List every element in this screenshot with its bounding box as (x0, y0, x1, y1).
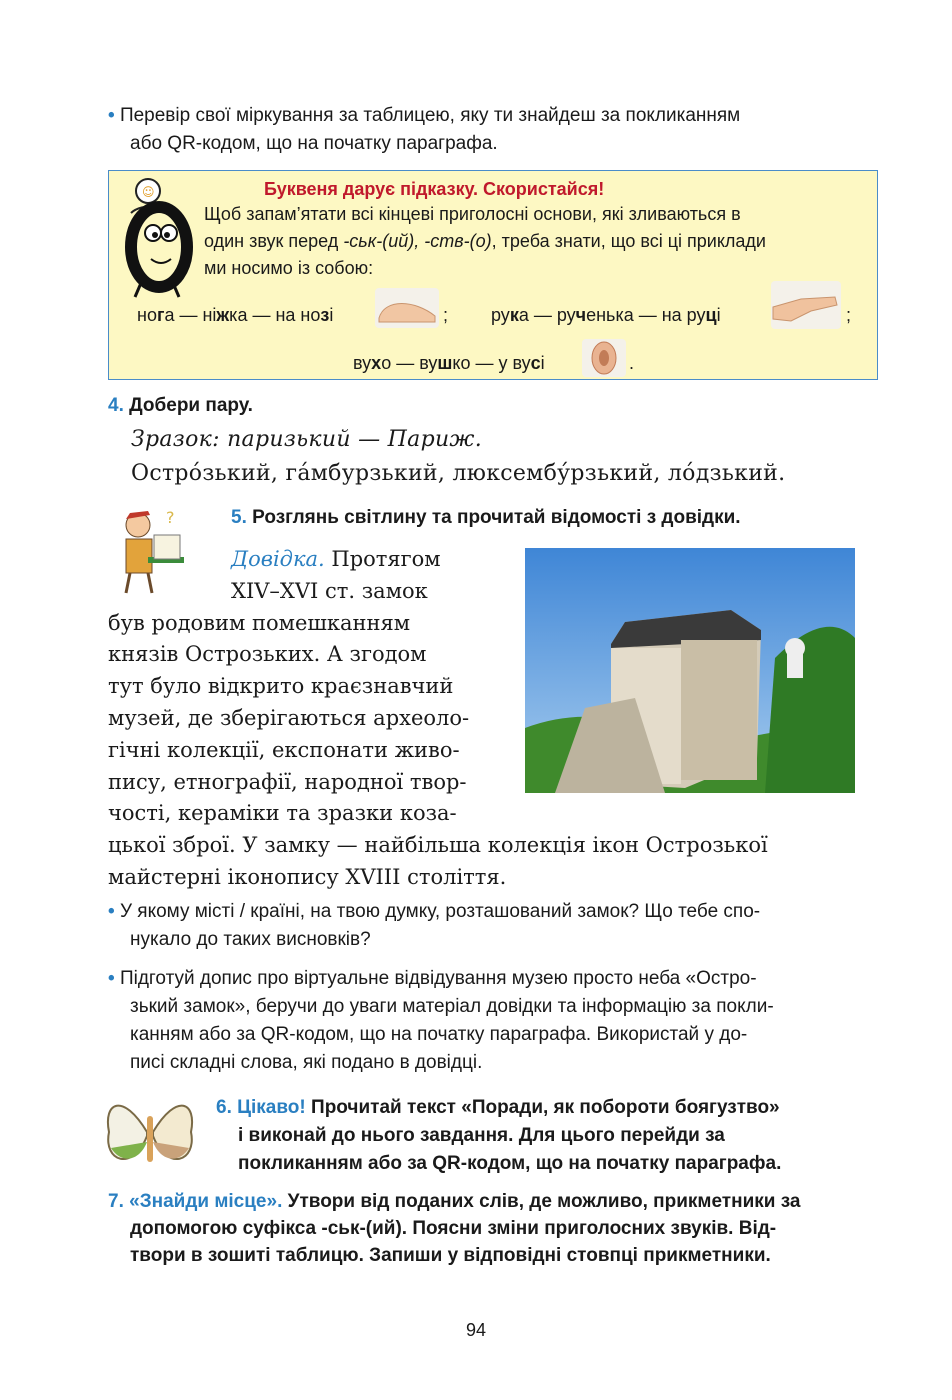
hint-example-leg: нога — ніжка — на нозі (137, 305, 334, 325)
mascot-letter-o-illustration (111, 173, 201, 301)
suffix-examples: -ськ-(ий), -ств-(о) (343, 231, 492, 251)
bullet-marker: • (108, 105, 115, 126)
hint-text-line2: один звук перед -ськ-(ий), -ств-(о), треба знати, що всі ці приклади (204, 231, 766, 251)
separator: . (629, 353, 635, 373)
separator: ; (846, 305, 852, 325)
task-number: 7. (108, 1191, 124, 1212)
question-bullet-1: • У якому місті / країні, на твою думку, розташований замок? Що тебе спо- нукало до таких висновків? (108, 901, 761, 950)
svg-text:☺: ☺ (142, 185, 155, 199)
task6-text: 6. Цікаво! Прочитай текст «Поради, як побороти боягузтво» і виконай до нього завдання. Для цього перейди за покликанням або за QR-кодом, що на початку параграфа. (216, 1097, 782, 1174)
butterfly-illustration (103, 1092, 197, 1172)
reference-text: Довідка. Протягом XIV–XVI ст. замок був родовим помешканням князів Острозьких. А згодом тут було відкрито краєзнавчий музей, де зберігаються археоло- гічні колекції, експонати живо- пису, етнографії, народної твор- чості, кераміки та зразки коза- цької зброї. У замку — найбільша колекція ікон Острозької майстерні іконопису XVIII століття. (108, 547, 768, 889)
separator: ; (443, 305, 449, 325)
task-title: Розглянь світлину та прочитай відомості з довідки. (252, 507, 741, 528)
task4-words: Остро́зький, га́мбурзький, люксембу́рзький, ло́дзький. (131, 461, 786, 486)
task4-sample: Зразок: паризький — Париж. (131, 427, 483, 452)
hint-box (108, 170, 878, 380)
ear-illustration (582, 339, 626, 377)
svg-text:?: ? (166, 508, 175, 527)
task-number: 4. (108, 395, 124, 416)
hint-example-hand: рука — рученька — на руці (491, 305, 721, 325)
hint-text-line1: Щоб запам’ятати всі кінцеві приголосні основи, які зливаються в (204, 204, 741, 224)
intro-text-line2: або QR-кодом, що на початку параграфа. (130, 133, 498, 154)
reference-label: Довідка. (231, 547, 325, 571)
page-number: 94 (465, 1320, 487, 1340)
hint-title: Буквеня дарує підказку. Скористайся! (264, 179, 605, 199)
intro-bullet (108, 102, 888, 158)
find-place-label: «Знайди місце». (129, 1191, 283, 1212)
question-bullet-2: • Підготуй допис про віртуальне відвідування музею просто неба «Остро- зький замок», беручи до уваги матеріал довідки та інформацію за покли- канням або за QR-кодом, що на початку параграфа. Використай у до- писі складні слова, які подано в довідці. (108, 968, 774, 1073)
bullet-marker: • (108, 968, 115, 989)
bullet-marker: • (108, 901, 115, 922)
hint-example-ear: вухо — вушко — у вусі (353, 353, 545, 373)
task4-heading (108, 393, 253, 419)
hand-illustration (771, 281, 841, 329)
intro-text-line1: Перевір свої міркування за таблицею, яку ти знайдеш за покликанням (119, 105, 741, 126)
interesting-label: Цікаво! (237, 1097, 306, 1118)
task-title: Добери пару. (129, 395, 253, 416)
task-number: 6. (216, 1097, 232, 1118)
foot-illustration (375, 288, 439, 328)
task-number: 5. (231, 507, 247, 528)
task7-text: 7. «Знайди місце». Утвори від поданих слів, де можливо, прикметники за допомогою суфікса -ськ-(ий). Поясни зміни приголосних звуків. Від- твори в зошиті таблицю. Запиши у відповідні стовпці прикметники. (108, 1191, 801, 1266)
task5-heading (231, 505, 741, 531)
hint-text-line3: ми носимо із собою: (204, 258, 374, 278)
